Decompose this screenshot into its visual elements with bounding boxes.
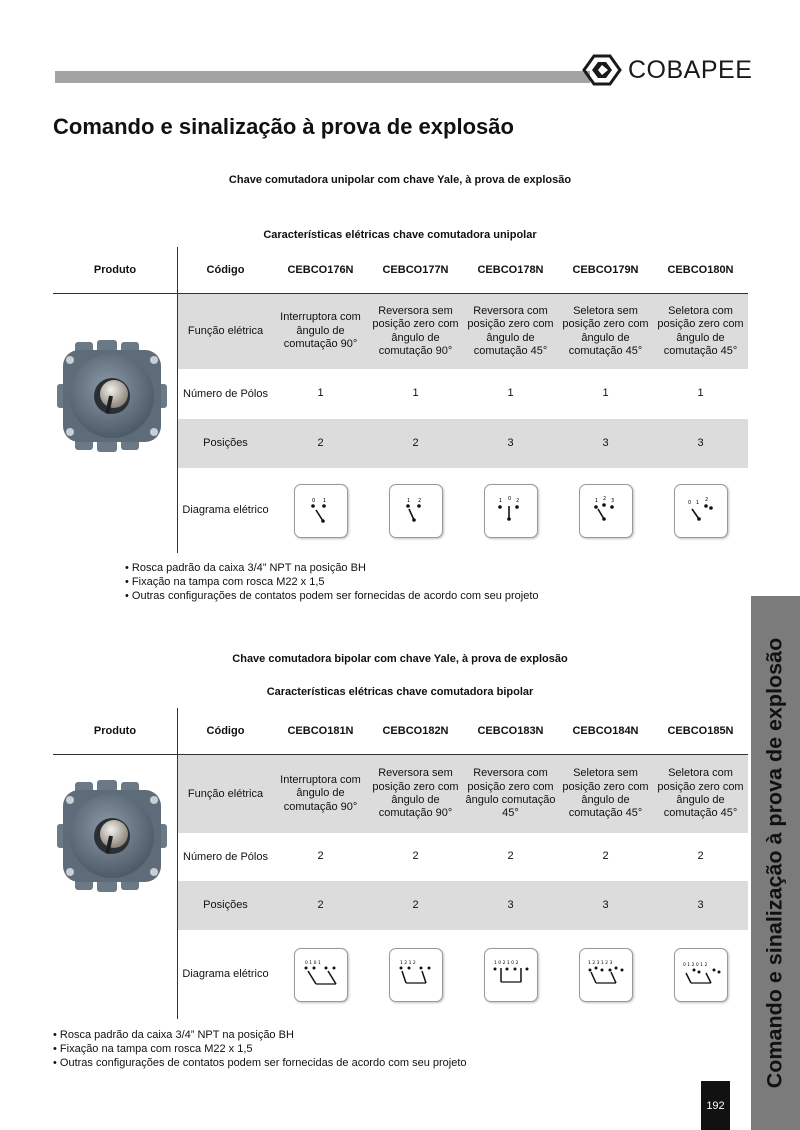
row-label: Diagrama elétrico	[182, 968, 269, 981]
header-code: CEBCO182N	[382, 725, 449, 737]
svg-text:1: 1	[406, 497, 410, 504]
polos-cell: 1	[412, 387, 419, 400]
page-number: 192	[701, 1081, 730, 1130]
funcao-cell: Reversora com posição zero com ângulo comutação 45°	[465, 767, 556, 820]
section2-subtitle: Chave comutadora bipolar com chave Yale, à prova de explosão	[232, 653, 568, 665]
posicoes-cell: 2	[317, 436, 324, 449]
switch-diagram-icon	[674, 484, 728, 538]
switch-diagram-icon	[294, 484, 348, 538]
diagrama-cell	[273, 930, 368, 1019]
polos-cell: 2	[412, 850, 419, 863]
header-code: CEBCO180N	[667, 264, 734, 276]
svg-text:3: 3	[610, 497, 614, 504]
row-funcao	[178, 294, 748, 369]
header-code: CEBCO176N	[287, 264, 354, 276]
diagrama-cell	[463, 930, 558, 1019]
row-diagrama	[178, 930, 748, 1019]
svg-text:0 1 0 1: 0 1 0 1	[304, 960, 321, 966]
polos-cell: 2	[602, 850, 609, 863]
diagrama-cell	[463, 468, 558, 553]
switch-diagram-icon	[484, 484, 538, 538]
svg-text:1 0 2 1 0 2: 1 0 2 1 0 2	[493, 960, 518, 966]
switch-diagram-icon	[389, 948, 443, 1002]
note-item: • Rosca padrão da caixa 3/4” NPT na posição BH	[125, 562, 366, 574]
svg-text:1: 1	[695, 499, 699, 506]
header-gray-bar	[55, 71, 590, 83]
funcao-cell: Seletora sem posição zero com ângulo de comutação 45°	[562, 304, 649, 357]
switch-diagram-icon	[484, 948, 538, 1002]
table-header-row	[53, 708, 748, 754]
svg-text:1: 1	[322, 497, 326, 504]
funcao-cell: Reversora com posição zero com ângulo de comutação 45°	[467, 304, 554, 357]
row-funcao	[178, 755, 748, 833]
posicoes-cell: 3	[507, 436, 514, 449]
note-item: • Outras configurações de contatos podem ser fornecidas de acordo com seu projeto	[125, 590, 539, 602]
header-produto: Produto	[93, 725, 137, 737]
row-polos	[178, 833, 748, 881]
funcao-cell: Seletora sem posição zero com ângulo de comutação 45°	[562, 767, 649, 820]
polos-cell: 1	[697, 387, 704, 400]
table-header-row	[53, 247, 748, 293]
posicoes-cell: 2	[317, 898, 324, 911]
section1-notes	[125, 561, 539, 603]
note-item: • Outras configurações de contatos podem ser fornecidas de acordo com seu projeto	[53, 1057, 467, 1069]
diagrama-cell	[558, 468, 653, 553]
row-polos	[178, 369, 748, 419]
svg-text:0: 0	[687, 499, 691, 506]
funcao-cell: Interruptora com ângulo de comutação 90°	[280, 311, 361, 351]
funcao-cell: Reversora sem posição zero com ângulo de comutação 90°	[372, 767, 459, 820]
brand-name: COBAPEE	[628, 55, 753, 84]
svg-text:2: 2	[704, 496, 708, 503]
side-section-label: Comando e sinalização à prova de explosão	[762, 637, 787, 1089]
diagrama-cell	[368, 930, 463, 1019]
posicoes-cell: 3	[697, 898, 704, 911]
svg-text:2: 2	[417, 497, 421, 504]
funcao-cell: Seletora com posição zero com ângulo de comutação 45°	[657, 304, 744, 357]
polos-cell: 2	[507, 850, 514, 863]
svg-text:0 1 2 0 1 2: 0 1 2 0 1 2	[682, 962, 707, 968]
switch-diagram-icon	[389, 484, 443, 538]
page-title: Comando e sinalização à prova de explosão	[53, 114, 514, 139]
row-label: Número de Pólos	[183, 387, 268, 400]
funcao-cell: Reversora sem posição zero com ângulo de comutação 90°	[372, 304, 459, 357]
svg-text:1 2 3 1 2 3: 1 2 3 1 2 3	[587, 960, 612, 966]
brand-logo	[582, 52, 752, 88]
row-posicoes	[178, 419, 748, 468]
section1-table-caption: Características elétricas chave comutadora unipolar	[263, 229, 537, 241]
row-label: Função elétrica	[187, 787, 264, 800]
header-produto: Produto	[93, 264, 137, 276]
polos-cell: 2	[317, 850, 324, 863]
row-label: Posições	[203, 437, 248, 450]
switch-diagram-icon	[294, 948, 348, 1002]
section2-table-caption: Características elétricas chave comutadora bipolar	[266, 686, 534, 698]
svg-text:1 2 1 2: 1 2 1 2	[399, 960, 416, 966]
svg-text:2: 2	[515, 497, 519, 504]
diagrama-cell	[653, 930, 748, 1019]
posicoes-cell: 2	[412, 436, 419, 449]
section2-notes	[53, 1028, 467, 1070]
row-posicoes	[178, 881, 748, 930]
note-item: • Rosca padrão da caixa 3/4” NPT na posição BH	[53, 1029, 294, 1041]
diagrama-cell	[273, 468, 368, 553]
header-code: CEBCO178N	[477, 264, 544, 276]
posicoes-cell: 3	[697, 436, 704, 449]
polos-cell: 2	[697, 850, 704, 863]
row-label: Número de Pólos	[183, 850, 268, 863]
polos-cell: 1	[602, 387, 609, 400]
header-code: CEBCO177N	[382, 264, 449, 276]
svg-text:2: 2	[602, 495, 606, 502]
header-codigo: Código	[206, 264, 245, 276]
row-label: Posições	[203, 899, 248, 912]
polos-cell: 1	[507, 387, 514, 400]
posicoes-cell: 3	[602, 436, 609, 449]
header-code: CEBCO183N	[477, 725, 544, 737]
switch-diagram-icon	[579, 484, 633, 538]
header-codigo: Código	[206, 725, 245, 737]
switch-diagram-icon	[674, 948, 728, 1002]
row-diagrama	[178, 468, 748, 553]
section1-spec-table	[53, 247, 748, 553]
header-code: CEBCO181N	[287, 725, 354, 737]
note-item: • Fixação na tampa com rosca M22 x 1,5	[125, 576, 325, 588]
posicoes-cell: 3	[507, 898, 514, 911]
explosion-proof-switch-image	[57, 780, 169, 892]
posicoes-cell: 3	[602, 898, 609, 911]
diagrama-cell	[558, 930, 653, 1019]
svg-text:0: 0	[311, 497, 315, 504]
note-item: • Fixação na tampa com rosca M22 x 1,5	[53, 1043, 253, 1055]
svg-text:1: 1	[498, 497, 502, 504]
diagrama-cell	[368, 468, 463, 553]
header-code: CEBCO184N	[572, 725, 639, 737]
explosion-proof-switch-image	[57, 340, 169, 452]
polos-cell: 1	[317, 387, 324, 400]
funcao-cell: Seletora com posição zero com ângulo de comutação 45°	[657, 767, 744, 820]
funcao-cell: Interruptora com ângulo de comutação 90°	[280, 773, 361, 813]
header-code: CEBCO185N	[667, 725, 734, 737]
svg-text:0: 0	[507, 495, 511, 502]
section2-spec-table	[53, 708, 748, 1019]
posicoes-cell: 2	[412, 898, 419, 911]
header-code: CEBCO179N	[572, 264, 639, 276]
switch-diagram-icon	[579, 948, 633, 1002]
row-label: Função elétrica	[187, 325, 264, 338]
cobapee-logo-icon	[582, 52, 622, 88]
section1-subtitle: Chave comutadora unipolar com chave Yale, à prova de explosão	[228, 174, 572, 186]
diagrama-cell	[653, 468, 748, 553]
svg-text:1: 1	[594, 497, 598, 504]
row-label: Diagrama elétrico	[182, 504, 269, 517]
